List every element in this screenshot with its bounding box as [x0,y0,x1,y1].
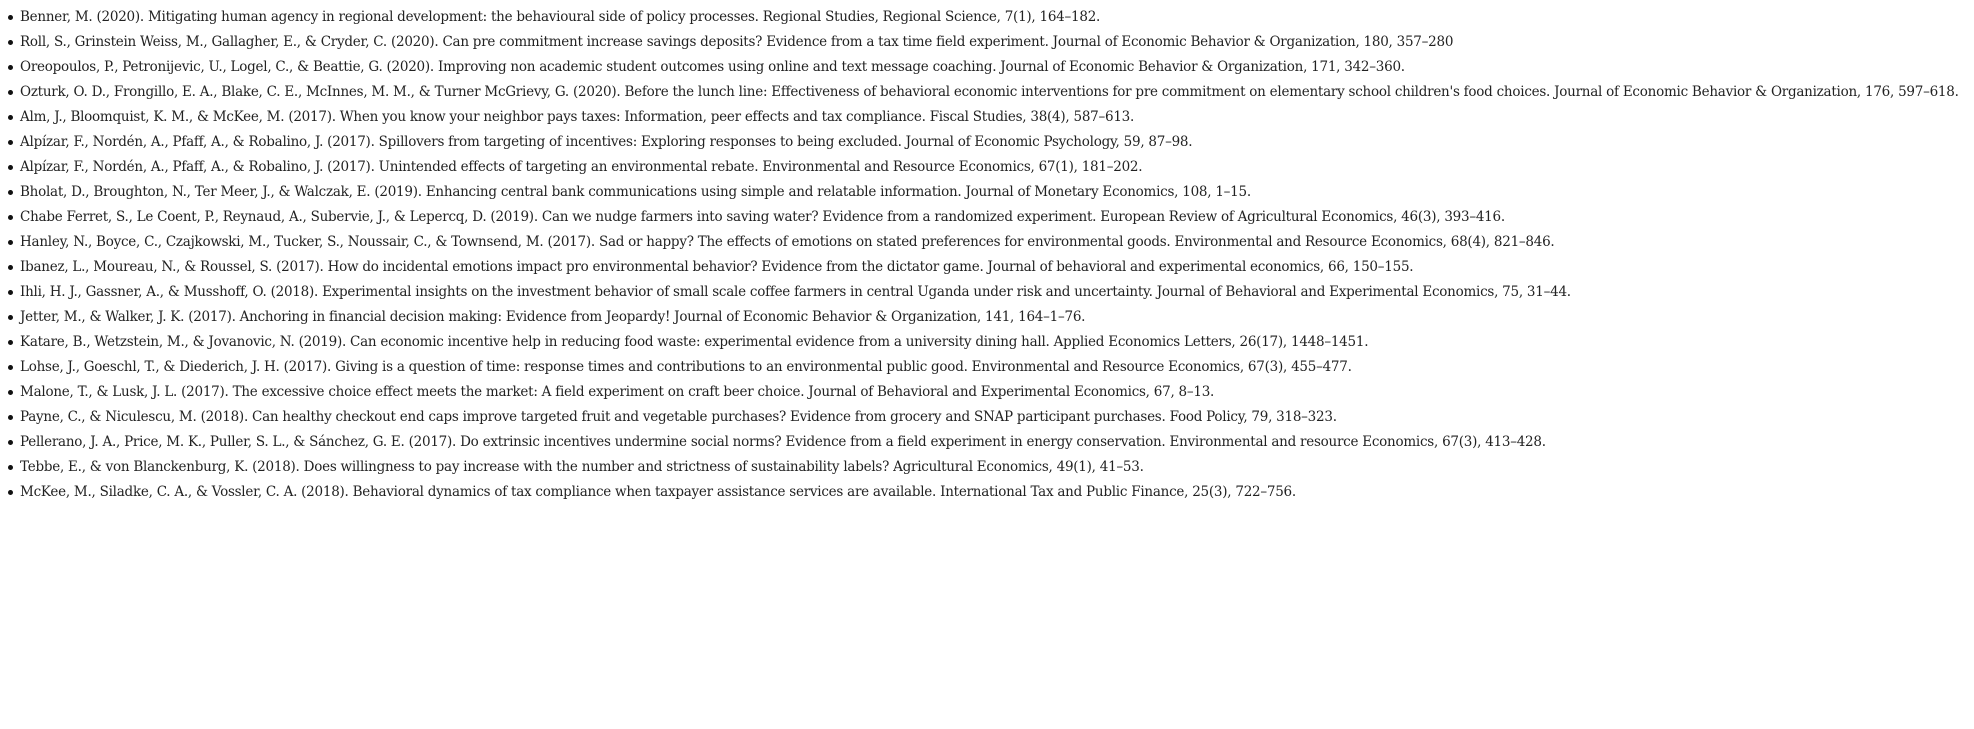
reference-text: Tebbe, E., & von Blanckenburg, K. (2018). Does willingness to pay increase with the number and strictness of sustainability labels? Agricultural Economics, 49(1), 41–53. [20,459,1144,475]
reference-text: Chabe Ferret, S., Le Coent, P., Reynaud, A., Subervie, J., & Lepercq, D. (2019). Can we nudge farmers into saving water? Evidence from a randomized experiment. European Review of Agricultural Economics, 46(3), 393–416. [20,209,1505,225]
reference-item [7,82,1967,107]
bullet-icon [8,340,13,345]
bullet-icon [8,440,13,445]
bullet-icon [8,90,13,95]
reference-item [7,57,1967,82]
bullet-icon [8,115,13,120]
reference-item [7,7,1967,32]
reference-item [7,207,1967,232]
reference-text: Roll, S., Grinstein Weiss, M., Gallagher, E., & Cryder, C. (2020). Can pre commitment increase savings deposits? Evidence from a tax time field experiment. Journal of Economic Behavior & Organization, 180, 357–280 [20,34,1454,50]
reference-text: Oreopoulos, P., Petronijevic, U., Logel, C., & Beattie, G. (2020). Improving non academic student outcomes using online and text message coaching. Journal of Economic Behavior & Organization, 171, 342–360. [20,59,1405,75]
bullet-icon [8,40,13,45]
bullet-icon [8,465,13,470]
reference-item [7,407,1967,432]
reference-item [7,382,1967,407]
reference-text: Benner, M. (2020). Mitigating human agency in regional development: the behavioural side of policy processes. Regional Studies, Regional Science, 7(1), 164–182. [20,9,1101,25]
reference-text: McKee, M., Siladke, C. A., & Vossler, C. A. (2018). Behavioral dynamics of tax compliance when taxpayer assistance services are available. International Tax and Public Finance, 25(3), 722–756. [20,484,1296,500]
reference-item [7,232,1967,257]
bullet-icon [8,240,13,245]
bullet-icon [8,65,13,70]
reference-item [7,432,1967,457]
bullet-icon [8,215,13,220]
reference-text: Ozturk, O. D., Frongillo, E. A., Blake, C. E., McInnes, M. M., & Turner McGrievy, G. (2020). Before the lunch line: Effectiveness of behavioral economic interventions for pre commitment on elementary school children's food choices. Journal of Economic Behavior & Organization, 176, 597–618. [20,84,1959,100]
reference-item [7,182,1967,207]
reference-text: Katare, B., Wetzstein, M., & Jovanovic, N. (2019). Can economic incentive help in reducing food waste: experimental evidence from a university dining hall. Applied Economics Letters, 26(17), 1448–1451. [20,334,1369,350]
reference-text: Bholat, D., Broughton, N., Ter Meer, J., & Walczak, E. (2019). Enhancing central bank communications using simple and relatable information. Journal of Monetary Economics, 108, 1–15. [20,184,1251,200]
reference-text: Lohse, J., Goeschl, T., & Diederich, J. H. (2017). Giving is a question of time: response times and contributions to an environmental public good. Environmental and Resource Economics, 67(3), 455–477. [20,359,1352,375]
reference-text: Pellerano, J. A., Price, M. K., Puller, S. L., & Sánchez, G. E. (2017). Do extrinsic incentives undermine social norms? Evidence from a field experiment in energy conservation. Environmental and resource Economics, 67(3), 413–428. [20,434,1546,450]
reference-item [7,457,1967,482]
bullet-icon [8,315,13,320]
reference-text: Jetter, M., & Walker, J. K. (2017). Anchoring in financial decision making: Evidence from Jeopardy! Journal of Economic Behavior & Organization, 141, 164–1–76. [20,309,1086,325]
reference-item [7,332,1967,357]
reference-text: Payne, C., & Niculescu, M. (2018). Can healthy checkout end caps improve targeted fruit and vegetable purchases? Evidence from grocery and SNAP participant purchases. Food Policy, 79, 318–323. [20,409,1337,425]
reference-text: Hanley, N., Boyce, C., Czajkowski, M., Tucker, S., Noussair, C., & Townsend, M. (2017). Sad or happy? The effects of emotions on stated preferences for environmental goods. Environmental and Resource Economics, 68(4), 821–846. [20,234,1555,250]
reference-text: Alpízar, F., Nordén, A., Pfaff, A., & Robalino, J. (2017). Spillovers from targeting of incentives: Exploring responses to being excluded. Journal of Economic Psychology, 59, 87–98. [20,134,1193,150]
reference-item [7,482,1967,507]
reference-text: Alm, J., Bloomquist, K. M., & McKee, M. (2017). When you know your neighbor pays taxes: Information, peer effects and tax compliance. Fiscal Studies, 38(4), 587–613. [20,109,1135,125]
reference-item [7,307,1967,332]
bullet-icon [8,490,13,495]
reference-item [7,282,1967,307]
bullet-icon [8,190,13,195]
reference-text: Alpízar, F., Nordén, A., Pfaff, A., & Robalino, J. (2017). Unintended effects of targeting an environmental rebate. Environmental and Resource Economics, 67(1), 181–202. [20,159,1143,175]
reference-item [7,257,1967,282]
bullet-icon [8,165,13,170]
bullet-icon [8,365,13,370]
bullet-icon [8,140,13,145]
reference-text: Ibanez, L., Moureau, N., & Roussel, S. (2017). How do incidental emotions impact pro environmental behavior? Evidence from the dictator game. Journal of behavioral and experimental economics, 66, 150–155. [20,259,1414,275]
reference-text: Ihli, H. J., Gassner, A., & Musshoff, O. (2018). Experimental insights on the investment behavior of small scale coffee farmers in central Uganda under risk and uncertainty. Journal of Behavioral and Experimental Economics, 75, 31–44. [20,284,1571,300]
reference-text: Malone, T., & Lusk, J. L. (2017). The excessive choice effect meets the market: A field experiment on craft beer choice. Journal of Behavioral and Experimental Economics, 67, 8–13. [20,384,1215,400]
reference-item [7,357,1967,382]
reference-item [7,32,1967,57]
reference-item [7,157,1967,182]
reference-list [7,7,1967,507]
bullet-icon [8,415,13,420]
bullet-icon [8,290,13,295]
bullet-icon [8,390,13,395]
reference-item [7,132,1967,157]
reference-item [7,107,1967,132]
bullet-icon [8,265,13,270]
bullet-icon [8,15,13,20]
